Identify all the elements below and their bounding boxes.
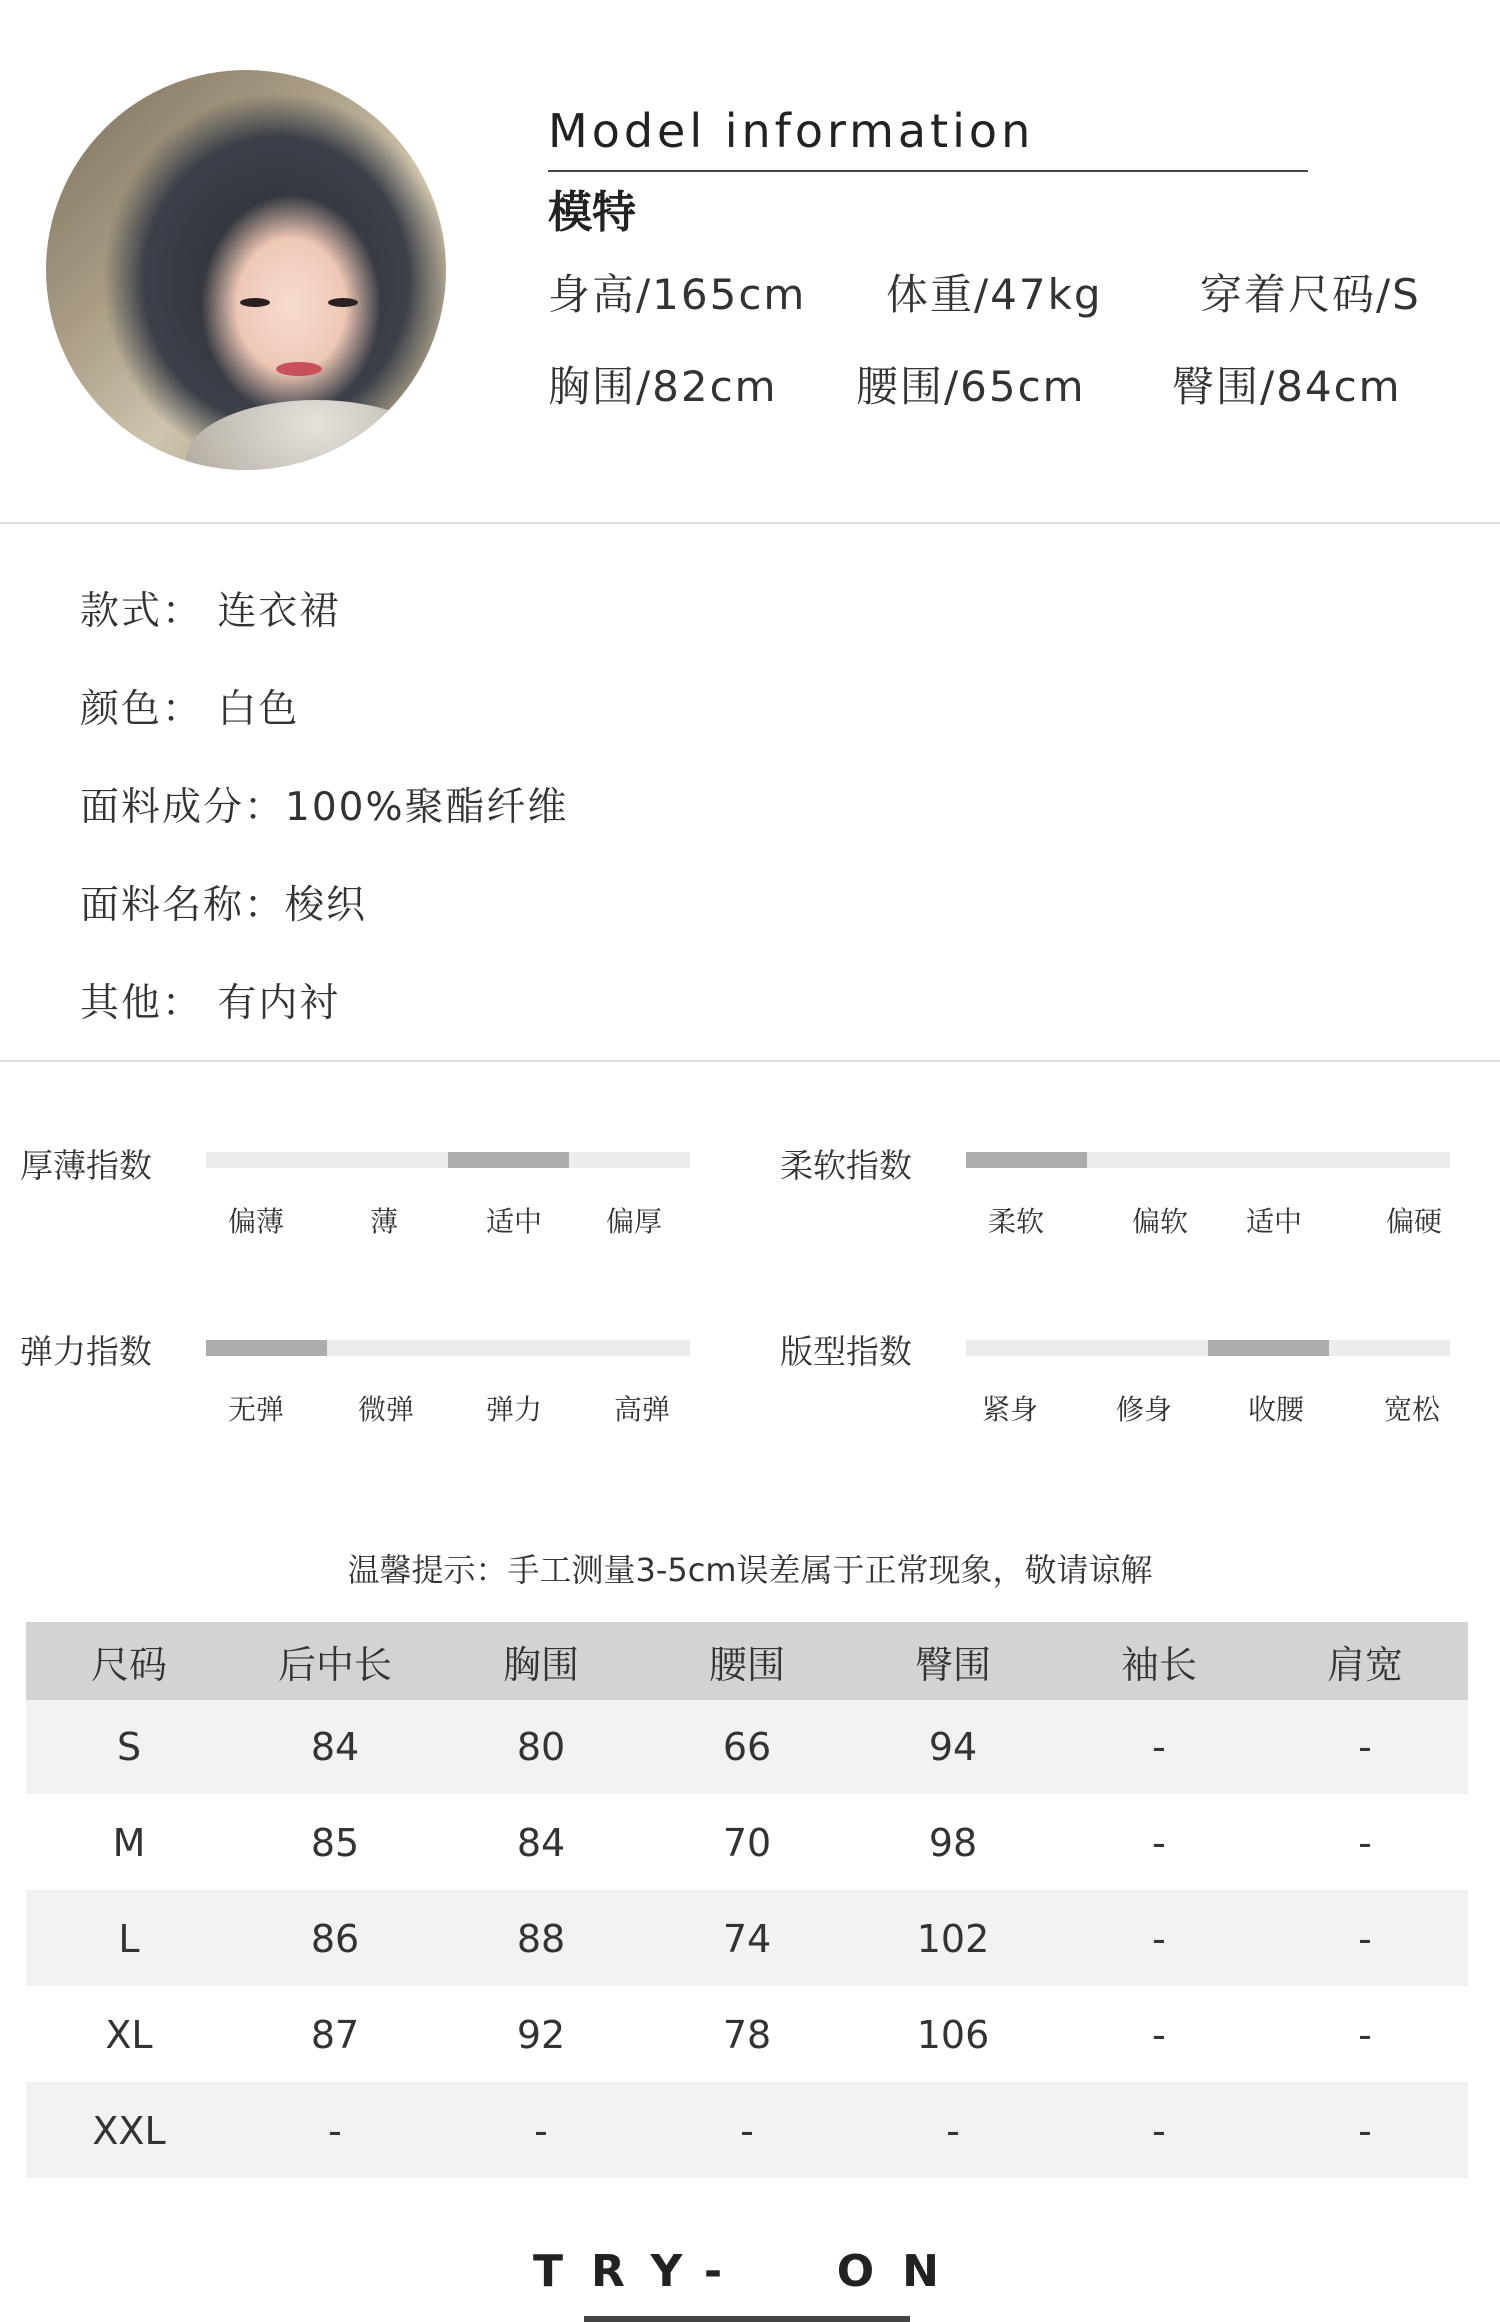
cell: - bbox=[1056, 2083, 1262, 2179]
cell: 87 bbox=[232, 1987, 438, 2083]
fit-index-label: 版型指数 bbox=[780, 1332, 912, 1371]
elasticity-tick: 弹力 bbox=[485, 1393, 543, 1426]
cell: - bbox=[1262, 1891, 1468, 1987]
cell: 66 bbox=[644, 1700, 850, 1795]
product-fabric-name: 面料名称：梭织 bbox=[80, 883, 368, 928]
cell: - bbox=[1262, 1700, 1468, 1795]
product-fabric-composition: 面料成分：100%聚酯纤维 bbox=[80, 785, 569, 830]
size-table bbox=[26, 1622, 1468, 2180]
elasticity-index-label: 弹力指数 bbox=[20, 1332, 152, 1371]
elasticity-index-track bbox=[206, 1340, 690, 1356]
cell: - bbox=[1262, 1987, 1468, 2083]
model-height: 身高/165cm bbox=[548, 270, 807, 319]
softness-index-track bbox=[966, 1152, 1450, 1168]
size-table-header bbox=[26, 1622, 1468, 1700]
elasticity-tick: 微弹 bbox=[357, 1393, 415, 1426]
cell: 102 bbox=[850, 1891, 1056, 1987]
header-sleeve: 袖长 bbox=[1056, 1622, 1262, 1700]
header-size: 尺码 bbox=[26, 1622, 232, 1700]
softness-index-fill bbox=[966, 1152, 1087, 1168]
cell: L bbox=[26, 1891, 232, 1987]
cell: - bbox=[438, 2083, 644, 2179]
product-color: 颜色： 白色 bbox=[80, 687, 300, 732]
cell: - bbox=[232, 2083, 438, 2179]
cell: 80 bbox=[438, 1700, 644, 1795]
thickness-index-track bbox=[206, 1152, 690, 1168]
table-row bbox=[26, 1891, 1468, 1987]
cell: M bbox=[26, 1795, 232, 1891]
cell: 94 bbox=[850, 1700, 1056, 1795]
cell: 92 bbox=[438, 1987, 644, 2083]
cell: - bbox=[1056, 1795, 1262, 1891]
elasticity-index-fill bbox=[206, 1340, 327, 1356]
model-weight: 体重/47kg bbox=[886, 270, 1103, 319]
header-back-length: 后中长 bbox=[232, 1622, 438, 1700]
cell: XL bbox=[26, 1987, 232, 2083]
softness-tick: 柔软 bbox=[987, 1205, 1045, 1238]
cell: 74 bbox=[644, 1891, 850, 1987]
cell: 106 bbox=[850, 1987, 1056, 2083]
thickness-tick: 偏厚 bbox=[605, 1205, 663, 1238]
header-waist: 腰围 bbox=[644, 1622, 850, 1700]
elasticity-tick: 无弹 bbox=[227, 1393, 285, 1426]
cell: 78 bbox=[644, 1987, 850, 2083]
fit-index-fill bbox=[1208, 1340, 1329, 1356]
cell: S bbox=[26, 1700, 232, 1795]
elasticity-tick: 高弹 bbox=[613, 1393, 671, 1426]
cell: - bbox=[1056, 1987, 1262, 2083]
thickness-tick: 薄 bbox=[369, 1205, 399, 1238]
model-hip: 臀围/84cm bbox=[1172, 362, 1402, 411]
table-row bbox=[26, 2083, 1468, 2179]
avatar-eye-left bbox=[240, 298, 270, 307]
try-on-heading: TRY- ON bbox=[532, 2246, 967, 2297]
fit-tick: 修身 bbox=[1115, 1393, 1173, 1426]
thickness-index-fill bbox=[448, 1152, 569, 1168]
cell: - bbox=[644, 2083, 850, 2179]
cell: 98 bbox=[850, 1795, 1056, 1891]
cell: - bbox=[1262, 1795, 1468, 1891]
model-size: 穿着尺码/S bbox=[1200, 270, 1421, 319]
avatar-lips bbox=[276, 362, 322, 376]
cell: 84 bbox=[232, 1700, 438, 1795]
softness-index-label: 柔软指数 bbox=[780, 1146, 912, 1185]
fit-tick: 收腰 bbox=[1247, 1393, 1305, 1426]
cell: XXL bbox=[26, 2083, 232, 2179]
product-style: 款式： 连衣裙 bbox=[80, 589, 341, 634]
cell: - bbox=[1056, 1891, 1262, 1987]
table-row bbox=[26, 1795, 1468, 1891]
model-bust: 胸围/82cm bbox=[548, 362, 778, 411]
fit-tick: 紧身 bbox=[981, 1393, 1039, 1426]
cell: 70 bbox=[644, 1795, 850, 1891]
cell: 88 bbox=[438, 1891, 644, 1987]
table-row bbox=[26, 1987, 1468, 2083]
avatar-eye-right bbox=[328, 298, 358, 307]
model-title-underline bbox=[548, 170, 1308, 172]
try-on-underline bbox=[584, 2316, 910, 2322]
section-divider bbox=[0, 1060, 1500, 1062]
fit-index-track bbox=[966, 1340, 1450, 1356]
softness-tick: 偏硬 bbox=[1385, 1205, 1443, 1238]
model-avatar bbox=[46, 70, 446, 470]
model-waist: 腰围/65cm bbox=[856, 362, 1086, 411]
header-shoulder: 肩宽 bbox=[1262, 1622, 1468, 1700]
avatar-neckline bbox=[186, 400, 446, 470]
cell: - bbox=[1056, 1700, 1262, 1795]
table-row bbox=[26, 1700, 1468, 1795]
softness-tick: 适中 bbox=[1245, 1205, 1303, 1238]
cell: 84 bbox=[438, 1795, 644, 1891]
section-divider bbox=[0, 522, 1500, 524]
cell: 85 bbox=[232, 1795, 438, 1891]
softness-tick: 偏软 bbox=[1131, 1205, 1189, 1238]
cell: 86 bbox=[232, 1891, 438, 1987]
thickness-index-label: 厚薄指数 bbox=[20, 1146, 152, 1185]
measurement-note: 温馨提示：手工测量3-5cm误差属于正常现象，敬请谅解 bbox=[347, 1551, 1153, 1589]
model-info-title: Model information bbox=[548, 104, 1035, 158]
thickness-tick: 适中 bbox=[485, 1205, 543, 1238]
cell: - bbox=[1262, 2083, 1468, 2179]
model-info-subtitle: 模特 bbox=[548, 187, 636, 238]
product-other: 其他： 有内衬 bbox=[80, 981, 341, 1026]
thickness-tick: 偏薄 bbox=[227, 1205, 285, 1238]
header-bust: 胸围 bbox=[438, 1622, 644, 1700]
fit-tick: 宽松 bbox=[1383, 1393, 1441, 1426]
header-hip: 臀围 bbox=[850, 1622, 1056, 1700]
cell: - bbox=[850, 2083, 1056, 2179]
